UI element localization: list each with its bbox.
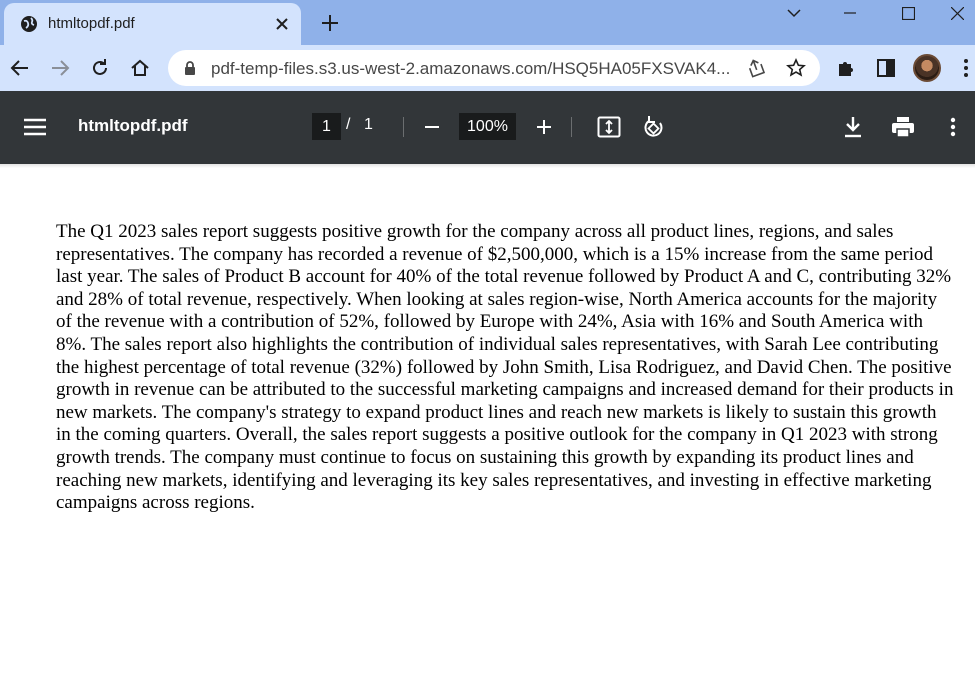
puzzle-icon[interactable]: [832, 54, 860, 82]
side-panel-icon[interactable]: [872, 54, 900, 82]
share-icon[interactable]: [744, 56, 768, 80]
maximize-button[interactable]: [886, 0, 930, 26]
page-separator: /: [346, 116, 351, 133]
fit-page-button[interactable]: [595, 113, 623, 141]
zoom-in-button[interactable]: [530, 113, 558, 141]
plus-icon: [536, 119, 552, 135]
chevron-down-icon: [787, 8, 801, 18]
page-total: 1: [364, 116, 373, 133]
pdf-page: [0, 164, 975, 695]
close-icon[interactable]: [271, 13, 293, 35]
rotate-icon: [642, 115, 666, 139]
hamburger-icon[interactable]: [22, 116, 48, 138]
tab-search-button[interactable]: [772, 0, 816, 26]
document-body-text: The Q1 2023 sales report suggests positive growth for the company across all product lines, regions, and sales representatives. The company has recorded a revenue of $2,500,000, which is a 15% increase from the same period last year. The sales of Product B account for 40% of the total revenue followed by Product A and C, contributing 32% and 28% of total revenue, respectively. When looking at sales region-wise, North America accounts for the majority of the revenue with a contribution of 52%, followed by Europe with 24%, Asia with 16% and South America with 8%. The sales report also highlights the contribution of individual sales representatives, with Sarah Lee contributing the highest percentage of total revenue (32%) followed by John Smith, Lisa Rodriguez, and David Chen. The positive growth in revenue can be attributed to the successful marketing campaigns and increased demand for their products in new markets. The company's strategy to expand product lines and reach new markets is likely to sustain this growth in the coming quarters. Overall, the sales report suggests a positive outlook for the company in Q1 2023 with strong growth trends. The company must continue to focus on sustaining this growth by expanding its product lines and reaching new markets, identifying and leveraging its key sales representatives, and investing in effective marketing campaigns across regions.: [56, 221, 954, 514]
pdf-file-name: htmltopdf.pdf: [78, 116, 188, 135]
kebab-menu-icon: [950, 117, 956, 137]
minimize-icon: [844, 7, 856, 19]
close-window-button[interactable]: [935, 0, 975, 26]
divider: [403, 117, 404, 137]
lock-icon[interactable]: [182, 60, 198, 76]
url-text[interactable]: pdf-temp-files.s3.us-west-2.amazonaws.com/HSQ5HA05FXSVAK4...: [211, 59, 731, 78]
plus-icon: [321, 14, 339, 32]
download-button[interactable]: [839, 113, 867, 141]
download-icon: [843, 116, 863, 138]
tab-title: htmltopdf.pdf: [48, 15, 135, 32]
home-icon: [130, 58, 150, 78]
page-shadow: [0, 164, 975, 168]
reload-button[interactable]: [86, 54, 114, 82]
new-tab-button[interactable]: [318, 11, 342, 35]
forward-button[interactable]: [46, 54, 74, 82]
arrow-right-icon: [50, 58, 70, 78]
pdf-more-button[interactable]: [939, 113, 967, 141]
kebab-menu-icon[interactable]: [952, 54, 975, 82]
fit-page-icon: [597, 116, 621, 138]
browser-tab[interactable]: [4, 3, 301, 45]
maximize-icon: [902, 7, 915, 20]
globe-icon: [20, 15, 38, 33]
avatar[interactable]: [913, 54, 941, 82]
address-bar[interactable]: [168, 50, 820, 86]
home-button[interactable]: [126, 54, 154, 82]
back-button[interactable]: [6, 54, 34, 82]
divider: [571, 117, 572, 137]
arrow-left-icon: [10, 58, 30, 78]
star-icon[interactable]: [784, 56, 808, 80]
minus-icon: [424, 119, 440, 135]
zoom-input[interactable]: 100%: [459, 113, 516, 140]
minimize-button[interactable]: [828, 0, 872, 26]
reload-icon: [90, 58, 110, 78]
close-icon: [951, 7, 964, 20]
print-icon: [891, 116, 915, 138]
browser-toolbar: [0, 45, 975, 91]
pdf-toolbar: [0, 91, 975, 164]
rotate-button[interactable]: [640, 113, 668, 141]
print-button[interactable]: [889, 113, 917, 141]
page-number-input[interactable]: 1: [312, 113, 341, 140]
zoom-out-button[interactable]: [418, 113, 446, 141]
tab-strip: [0, 0, 975, 45]
